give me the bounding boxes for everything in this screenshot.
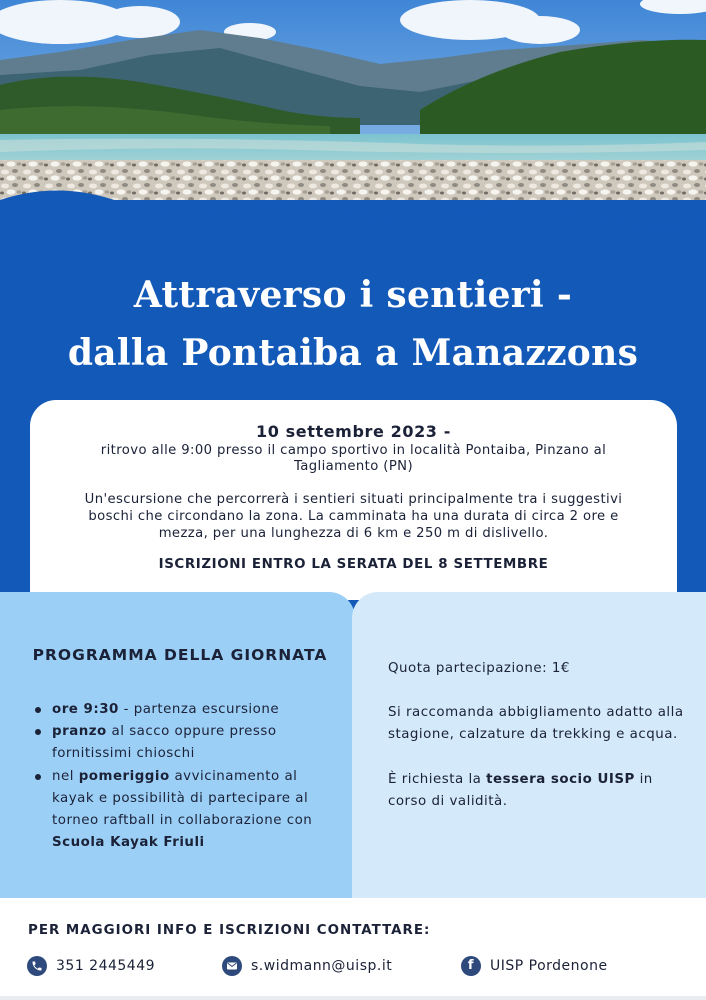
- program-item-afternoon: pomeriggio: [78, 768, 170, 784]
- membership-card: tessera socio UISP: [486, 771, 635, 787]
- email-contact[interactable]: [222, 955, 392, 977]
- membership-post: in corso di validità.: [388, 771, 653, 809]
- contact-heading: PER MAGGIORI INFO E ISCRIZIONI CONTATTARE:: [28, 923, 431, 938]
- registration-deadline: ISCRIZIONI ENTRO LA SERATA DEL 8 SETTEMBRE: [158, 557, 549, 572]
- wave-divider: [0, 186, 706, 246]
- event-info-card: [30, 400, 677, 600]
- program-panel: [0, 592, 355, 898]
- participation-fee: Quota partecipazione: 1€: [388, 661, 570, 676]
- membership-pre: È richiesta la: [388, 771, 487, 787]
- program-item-text: al sacco oppure presso fornitissimi chioschi: [52, 724, 277, 762]
- program-item-lunch: pranzo: [52, 724, 107, 740]
- event-date: 10 settembre 2023 -: [256, 422, 451, 441]
- phone-icon: [27, 956, 47, 976]
- program-list: [28, 699, 338, 854]
- clothing-advice: Si raccomanda abbigliamento adatto alla stagione, calzature da trekking e acqua.: [388, 705, 684, 743]
- phone-number: 351 2445449: [56, 958, 156, 974]
- program-item-text: - partenza escursione: [118, 702, 280, 717]
- program-item: [28, 766, 338, 855]
- membership-note: [388, 769, 688, 813]
- program-item-school: Scuola Kayak Friuli: [52, 835, 205, 851]
- program-item-pre: nel: [52, 768, 79, 784]
- facebook-contact[interactable]: [461, 955, 608, 977]
- notes-panel: [352, 592, 706, 898]
- email-icon: [222, 956, 242, 976]
- event-title-line2: dalla Pontaiba a Manazzons: [67, 332, 639, 374]
- program-item-time: ore 9:30: [52, 702, 119, 717]
- event-title-line1: Attraverso i sentieri -: [133, 274, 573, 316]
- event-description: Un'escursione che percorrerà i sentieri situati principalmente tra i suggestivi boschi che circondano la zona. La camminata ha una durata di circa 2 ore e mezza, per una lunghezza di 6 km e 250 m di dislivello.: [84, 492, 623, 541]
- facebook-page: UISP Pordenone: [490, 958, 608, 974]
- program-item-text: avvicinamento al kayak e possibilità di partecipare al torneo raftball in collaborazione con: [52, 768, 313, 829]
- facebook-icon: f: [461, 956, 481, 976]
- email-address: s.widmann@uisp.it: [251, 958, 393, 974]
- phone-contact[interactable]: [27, 955, 155, 977]
- program-item: [28, 699, 338, 721]
- program-item: [28, 721, 338, 765]
- event-title: [0, 266, 706, 382]
- meeting-point: ritrovo alle 9:00 presso il campo sportivo in località Pontaiba, Pinzano al Tagliamento (PN): [100, 443, 607, 474]
- bottom-divider: [0, 996, 706, 1000]
- program-title: PROGRAMMA DELLA GIORNATA: [32, 646, 328, 664]
